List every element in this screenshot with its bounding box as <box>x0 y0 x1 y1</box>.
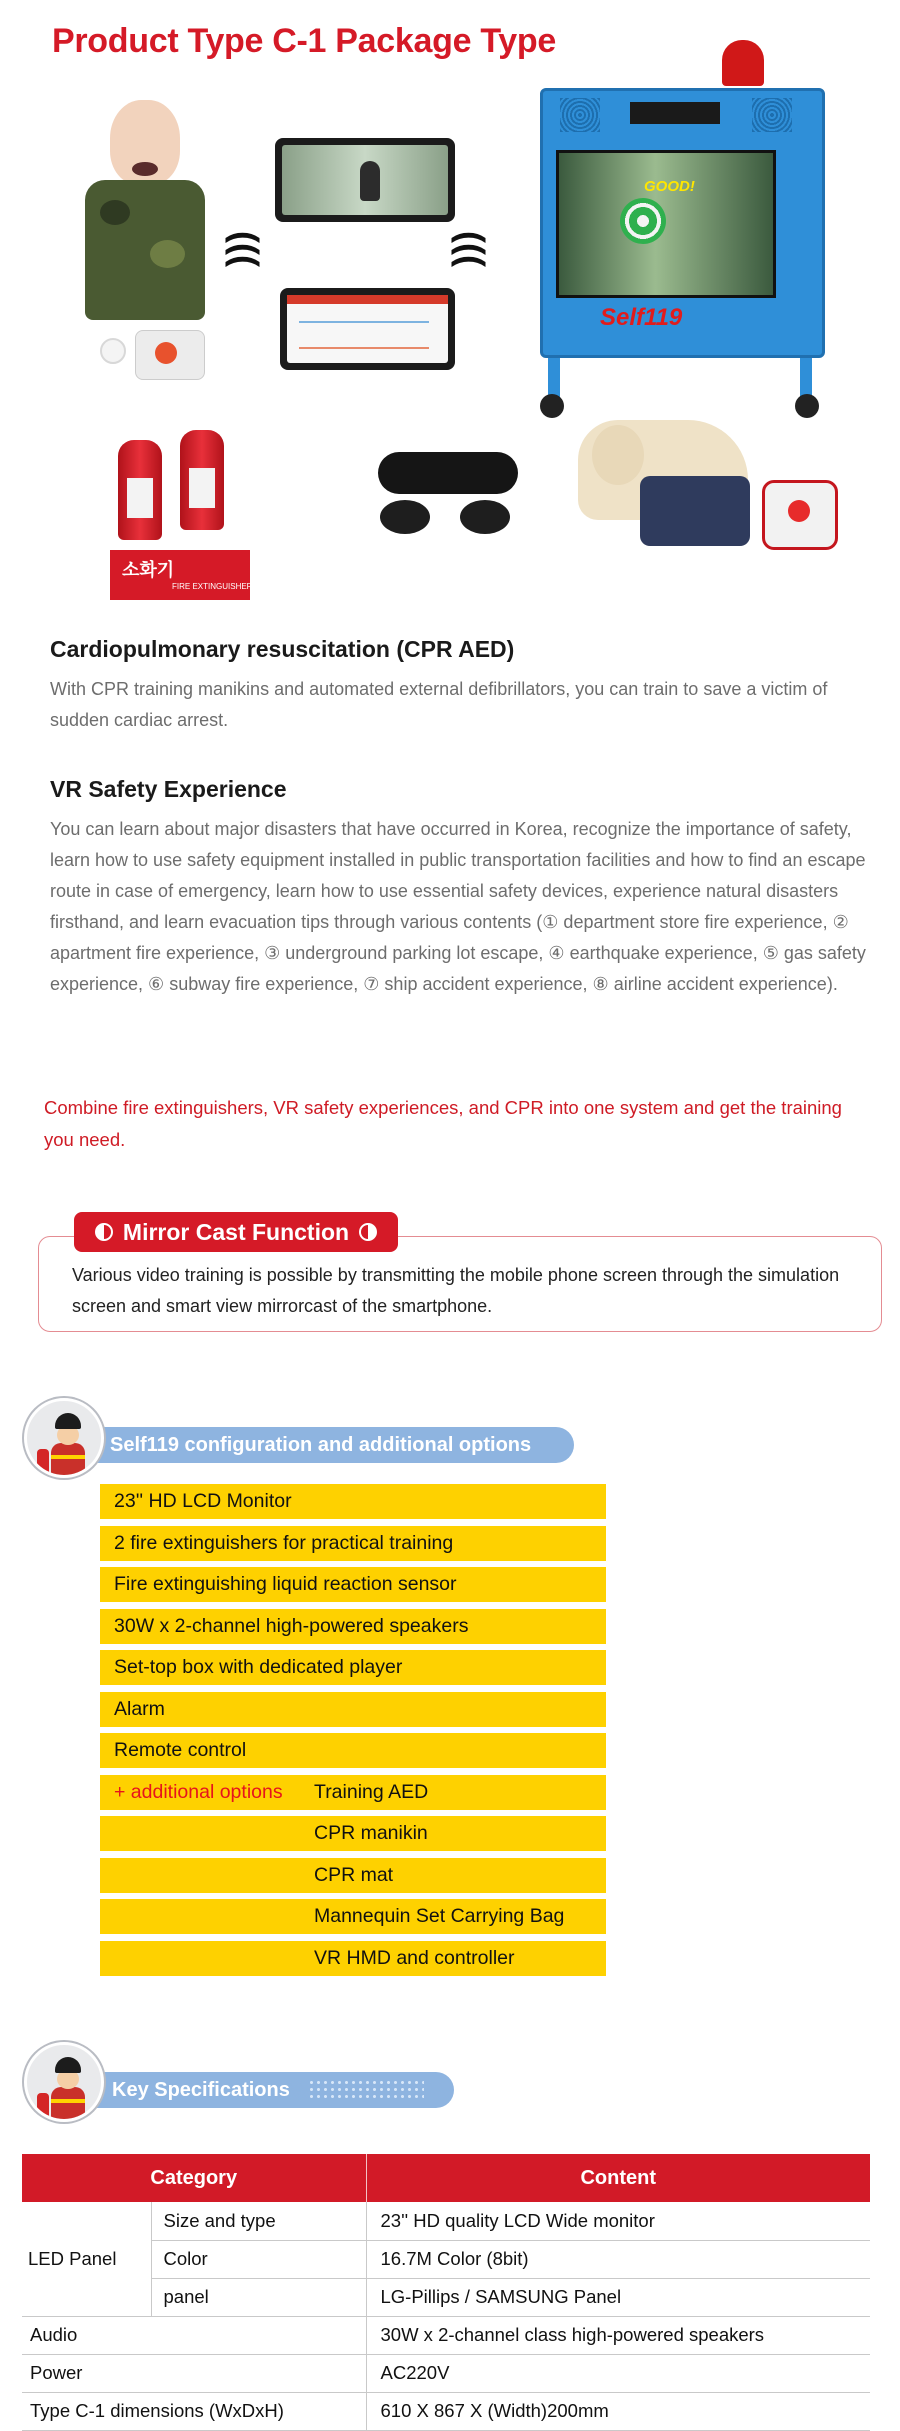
aed-button <box>788 500 810 522</box>
col-content: Content <box>366 2154 870 2202</box>
kiosk-slot <box>630 102 720 124</box>
list-item: Alarm <box>100 1692 606 1727</box>
wheel <box>795 394 819 418</box>
table-row: Power AC220V <box>22 2354 870 2392</box>
cpr-heading: Cardiopulmonary resuscitation (CPR AED) <box>50 636 515 662</box>
specs-table <box>22 2154 870 2431</box>
list-item: Remote control <box>100 1733 606 1768</box>
cpr-manikin-head <box>592 425 644 485</box>
table-row: Color 16.7M Color (8bit) <box>22 2240 870 2278</box>
list-item: 30W x 2-channel high-powered speakers <box>100 1609 606 1644</box>
manikin-camouflage-vest <box>85 180 205 320</box>
specs-header-text: Key Specifications <box>112 2078 290 2101</box>
wheel <box>540 394 564 418</box>
vr-controller <box>380 500 430 534</box>
config-header-text: Self119 configuration and additional options <box>110 1433 532 1456</box>
kiosk-good-text: GOOD! <box>644 178 695 195</box>
vr-headset <box>378 452 518 494</box>
cpr-body: With CPR training manikins and automated external defibrillators, you can train to save a victim of sudden cardiac arrest. <box>50 679 828 730</box>
table-row: Audio 30W x 2-channel class high-powered speakers <box>22 2316 870 2354</box>
list-item: 2 fire extinguishers for practical training <box>100 1526 606 1561</box>
tablet-training-screen <box>275 138 455 222</box>
vr-controller <box>460 500 510 534</box>
additional-options-label: + additional options <box>114 1780 283 1803</box>
led-panel-group: LED Panel <box>22 2202 151 2316</box>
manikin-mouth <box>132 162 158 176</box>
col-category: Category <box>22 2154 366 2202</box>
sensor-dot <box>155 342 177 364</box>
config-options-list <box>100 1484 606 1982</box>
list-item: + additional options Training AED <box>100 1775 606 1810</box>
table-row: Type C-1 dimensions (WxDxH) 610 X 867 X (Width)200mm <box>22 2392 870 2430</box>
half-circle-icon <box>359 1223 377 1241</box>
mirror-cast-title-tab <box>74 1212 398 1252</box>
kiosk-screen <box>556 150 776 298</box>
vr-body: You can learn about major disasters that have occurred in Korea, recognize the importance of safety, learn how to use safety equipment installed in public transportation facilities and how to find an escape route in case of emergency, learn how to use essential safety devices, experience natural disasters firsthand, and learn evacuation tips through various contents (① department store fire experience, ② apartment fire experience, ③ underground parking lot escape, ④ earthquake experience, ⑤ gas safety experience, ⑥ subway fire experience, ⑦ ship accident experience, ⑧ airline accident experience). <box>50 819 866 994</box>
combine-note: Combine fire extinguishers, VR safety experiences, and CPR into one system and get the training you need. <box>44 1097 842 1150</box>
half-circle-icon <box>95 1223 113 1241</box>
list-item: Set-top box with dedicated player <box>100 1650 606 1685</box>
page-title: Product Type C-1 Package Type <box>52 22 556 60</box>
list-item: 23'' HD LCD Monitor <box>100 1484 606 1519</box>
table-row: LED Panel Size and type 23'' HD quality LCD Wide monitor <box>22 2202 870 2240</box>
list-item: Fire extinguishing liquid reaction sensor <box>100 1567 606 1602</box>
alarm-light-icon <box>722 40 764 86</box>
specs-header <box>92 2072 454 2108</box>
wifi-icon: ))) <box>444 231 486 267</box>
extinguisher-stand-sublabel: FIRE EXTINGUISHER <box>172 582 253 591</box>
extinguisher-stand-label: 소화기 <box>122 560 175 580</box>
list-item: CPR manikin <box>100 1816 606 1851</box>
firefighter-avatar <box>24 2042 104 2122</box>
sensor-disc <box>100 338 126 364</box>
vr-heading: VR Safety Experience <box>50 776 287 802</box>
mirror-cast-title: Mirror Cast Function <box>122 1218 350 1245</box>
speaker-left <box>560 98 600 132</box>
product-image <box>0 80 900 600</box>
speaker-right <box>752 98 792 132</box>
list-item: VR HMD and controller <box>100 1941 606 1976</box>
config-header <box>88 1427 574 1463</box>
fire-extinguisher <box>180 430 224 530</box>
table-row: panel LG-Pillips / SAMSUNG Panel <box>22 2278 870 2316</box>
mirror-cast-body: Various video training is possible by transmitting the mobile phone screen through the simulation screen and smart view mirrorcast of the smartphone. <box>72 1265 840 1316</box>
dot-pattern <box>308 2079 424 2101</box>
firefighter-avatar <box>24 1398 104 1478</box>
kiosk-logo: Self119 <box>600 304 683 331</box>
list-item: Mannequin Set Carrying Bag <box>100 1899 606 1934</box>
cpr-manikin-shirt <box>640 476 750 546</box>
fire-extinguisher <box>118 440 162 540</box>
list-item: CPR mat <box>100 1858 606 1893</box>
target-icon <box>620 198 666 244</box>
wifi-icon: ))) <box>218 231 260 267</box>
tablet-dashboard-screen <box>280 288 455 370</box>
